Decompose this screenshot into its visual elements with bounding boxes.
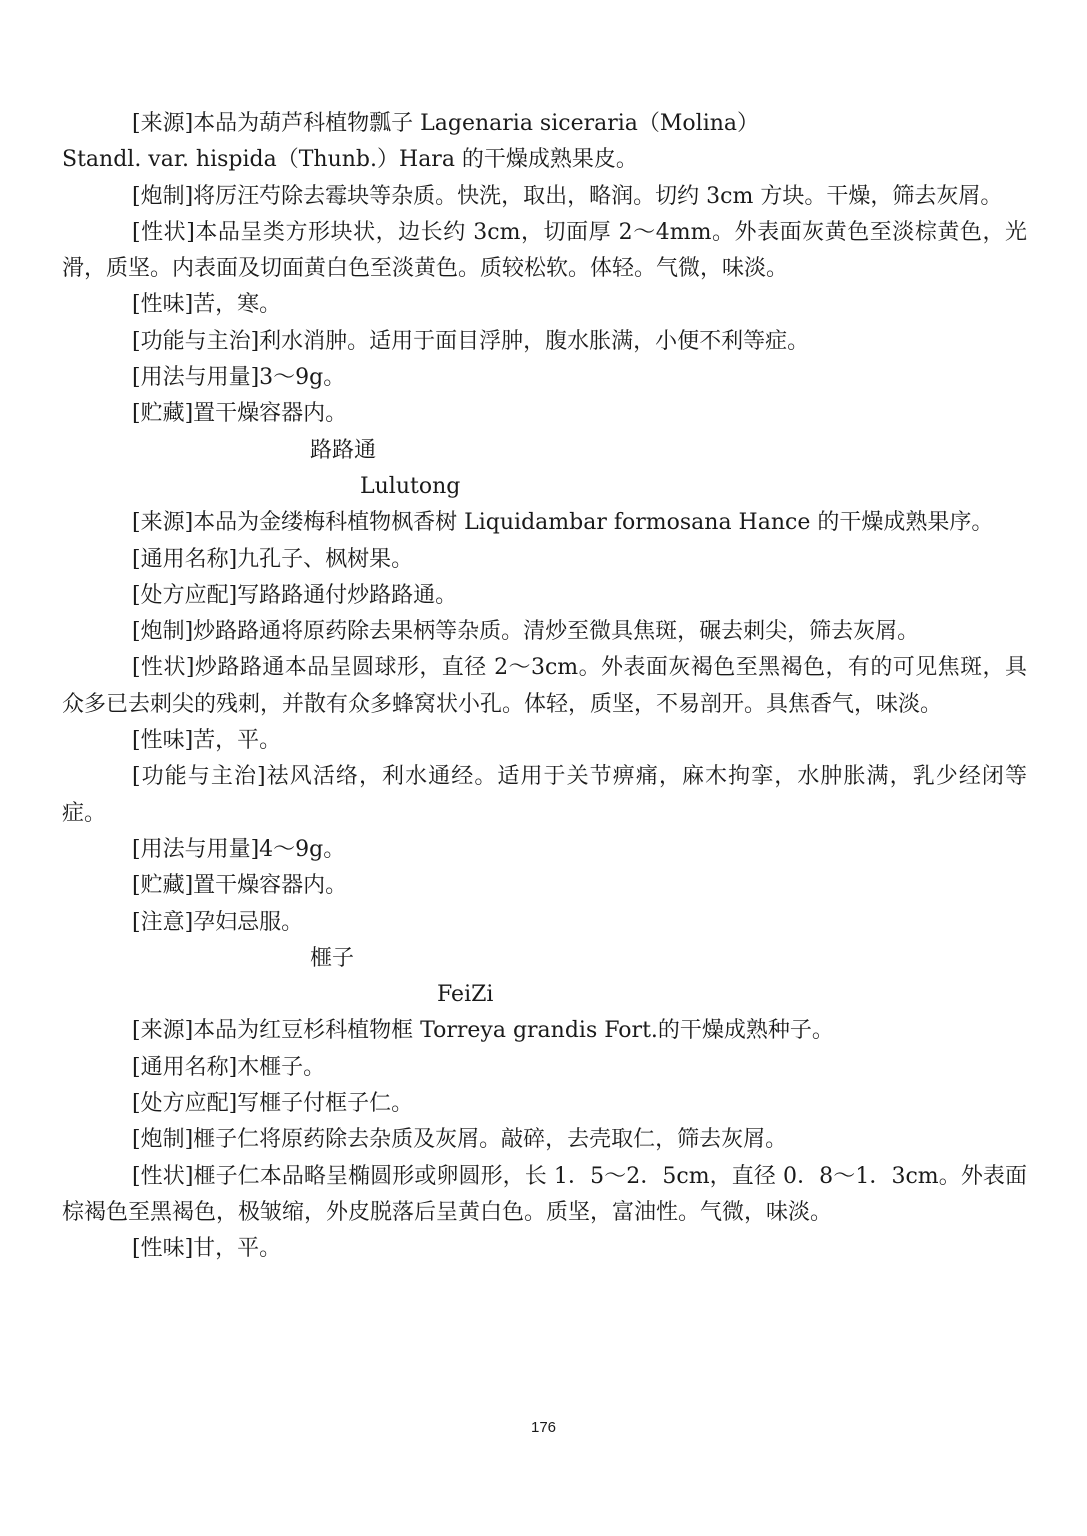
entry-title-chinese: 榧子 bbox=[310, 945, 355, 971]
nature-taste-paragraph: [性味]苦，寒。 bbox=[132, 292, 282, 318]
storage-paragraph: [贮藏]置干燥容器内。 bbox=[132, 873, 348, 899]
page-number: 176 bbox=[530, 1419, 557, 1436]
common-name-paragraph: [通用名称]木榧子。 bbox=[132, 1054, 326, 1080]
source-paragraph: [来源]本品为葫芦科植物瓢子 Lagenaria siceraria（Molina） bbox=[132, 111, 760, 136]
caution-paragraph: [注意]孕妇忌服。 bbox=[132, 909, 304, 935]
nature-taste-paragraph: [性味]苦，平。 bbox=[132, 728, 282, 754]
entry-title-pinyin: FeiZi bbox=[437, 982, 494, 1008]
entry-title-chinese: 路路通 bbox=[310, 437, 377, 463]
source-paragraph-continued: Standl. var. hispida（Thunb.）Hara 的干燥成熟果皮。 bbox=[62, 147, 638, 173]
characteristics-paragraph: [性状]榧子仁本品略呈椭圆形或卵圆形，长 1．5～2．5cm，直径 0．8～1．3cm。外表面棕褐色至黑褐色，极皱缩，外皮脱落后呈黄白色。质坚，富油性。气微，味淡。 bbox=[62, 1163, 1027, 1225]
dosage-paragraph: [用法与用量]3～9g。 bbox=[132, 365, 346, 391]
processing-paragraph: [炮制]将厉汪芍除去霉块等杂质。快洗，取出，略润。切约 3cm 方块。干燥，筛去灰屑。 bbox=[132, 183, 1003, 209]
characteristics-paragraph: [性状]炒路路通本品呈圆球形，直径 2～3cm。外表面灰褐色至黑褐色，有的可见焦斑，具众多已去刺尖的残刺，并散有众多蜂窝状小孔。体轻，质坚，不易剖开。具焦香气，味淡。 bbox=[62, 655, 1027, 717]
nature-taste-paragraph: [性味]甘，平。 bbox=[132, 1236, 282, 1262]
prescription-paragraph: [处方应配]写路路通付炒路路通。 bbox=[132, 582, 458, 608]
prescription-paragraph: [处方应配]写榧子付框子仁。 bbox=[132, 1091, 414, 1117]
function-paragraph: [功能与主治]利水消肿。适用于面目浮肿，腹水胀满，小便不利等症。 bbox=[132, 328, 810, 354]
page-content bbox=[62, 106, 1027, 1268]
common-name-paragraph: [通用名称]九孔子、枫树果。 bbox=[132, 546, 414, 572]
storage-paragraph: [贮藏]置干燥容器内。 bbox=[132, 401, 348, 427]
processing-paragraph: [炮制]炒路路通将原药除去果柄等杂质。清炒至微具焦斑，碾去刺尖，筛去灰屑。 bbox=[132, 619, 920, 645]
entry-title-pinyin: Lulutong bbox=[360, 473, 461, 499]
source-paragraph: [来源]本品为红豆杉科植物框 Torreya grandis Fort.的干燥成熟种子。 bbox=[132, 1018, 834, 1044]
characteristics-paragraph: [性状]本品呈类方形块状，边长约 3cm，切面厚 2～4mm。外表面灰黄色至淡棕黄色，光滑，质坚。内表面及切面黄白色至淡黄色。质较松软。体轻。气微，味淡。 bbox=[62, 219, 1027, 282]
processing-paragraph: [炮制]榧子仁将原药除去杂质及灰屑。敲碎，去壳取仁，筛去灰屑。 bbox=[132, 1127, 788, 1153]
function-paragraph: [功能与主治]祛风活络，利水通经。适用于关节痹痛，麻木拘挛，水肿胀满，乳少经闭等症。 bbox=[62, 764, 1027, 826]
source-paragraph: [来源]本品为金缕梅科植物枫香树 Liquidambar formosana Hance 的干燥成熟果序。 bbox=[132, 510, 994, 536]
dosage-paragraph: [用法与用量]4～9g。 bbox=[132, 836, 346, 862]
